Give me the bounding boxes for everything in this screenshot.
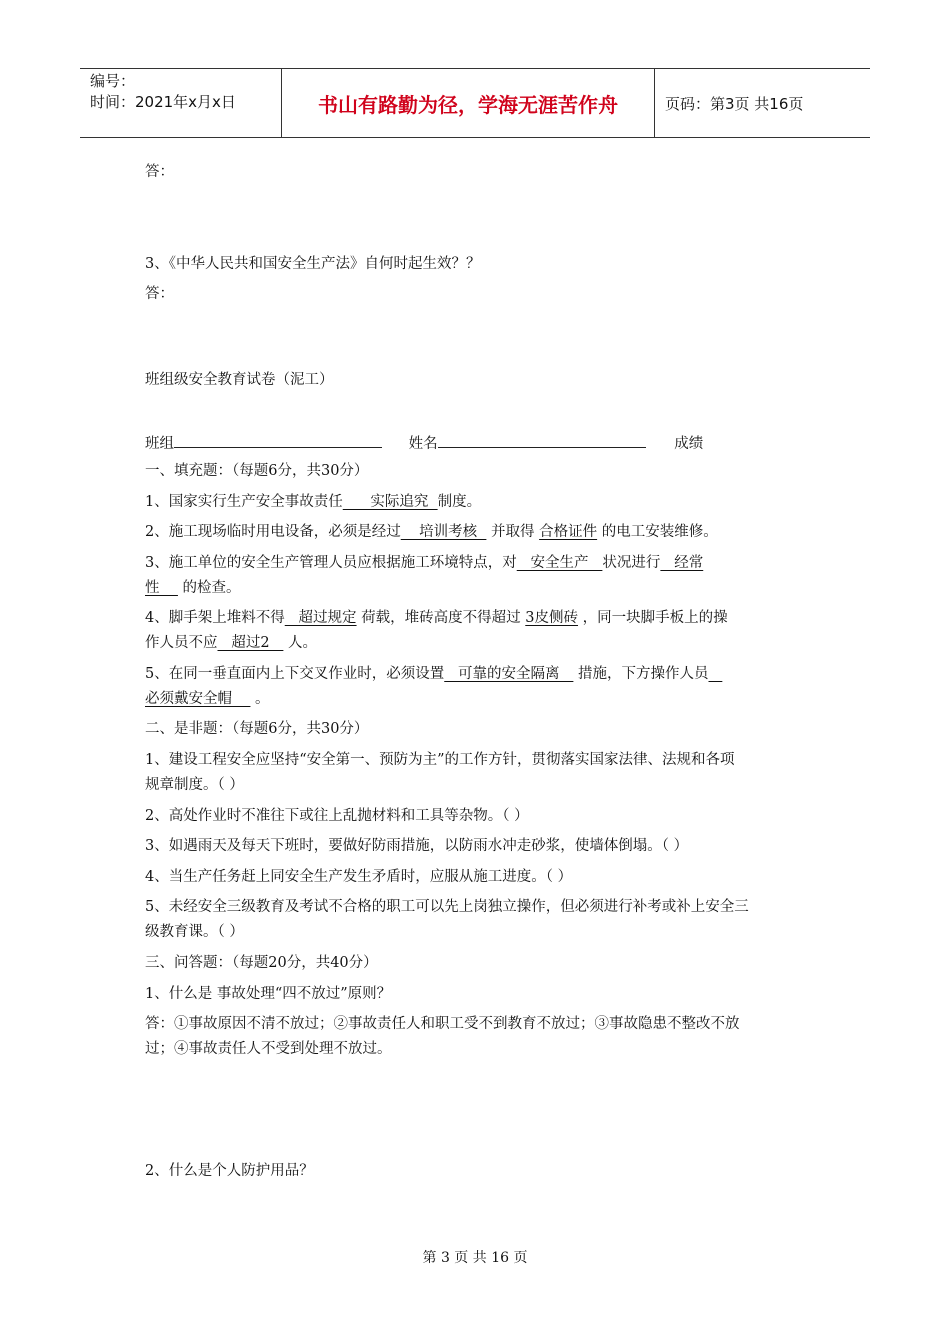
name-label: 姓名 bbox=[408, 436, 438, 452]
section-2-heading: 二、是非题：（每题6分，共30分） bbox=[145, 721, 369, 737]
fill-question-4-cont: 作人员不应 超过2 人。 bbox=[145, 635, 317, 651]
essay-question-1: 1、什么是 事故处理“四不放过”原则？ bbox=[145, 986, 392, 1002]
question-3: 3、《中华人民共和国安全生产法》自何时起生效？？ bbox=[145, 256, 481, 272]
judge-question-2: 2、高处作业时不准往下或往上乱抛材料和工具等杂物。（ ） bbox=[145, 808, 529, 824]
header-meta bbox=[80, 69, 282, 137]
score-label: 成绩 bbox=[674, 436, 704, 452]
exam-title: 班组级安全教育试卷（泥工） bbox=[145, 372, 334, 388]
page-footer: 第 3 页 共 16 页 bbox=[422, 1250, 528, 1266]
fill-question-3: 3、施工单位的安全生产管理人员应根据施工环境特点，对 安全生产 状况进行 经常 bbox=[145, 555, 704, 571]
essay-answer-1: 答：①事故原因不清不放过；②事故责任人和职工受不到教育不放过；③事故隐患不整改不放 bbox=[145, 1016, 740, 1032]
fill-question-3-cont: 性 的检查。 bbox=[145, 580, 241, 596]
answer-label: 答： bbox=[145, 164, 174, 180]
page-header bbox=[80, 68, 870, 138]
judge-question-1-cont: 规章制度。（ ） bbox=[145, 777, 244, 793]
fill-question-5: 5、在同一垂直面内上下交叉作业时，必须设置 可靠的安全隔离 措施，下方操作人员 bbox=[145, 666, 709, 682]
judge-question-3: 3、如遇雨天及每天下班时，要做好防雨措施，以防雨水冲走砂浆，使墙体倒塌。（ ） bbox=[145, 838, 689, 854]
essay-answer-1-cont: 过；④事故责任人不受到处理不放过。 bbox=[145, 1041, 392, 1057]
essay-question-2: 2、什么是个人防护用品？ bbox=[145, 1163, 314, 1179]
section-3-heading: 三、问答题：（每题20分，共40分） bbox=[145, 955, 378, 971]
fill-question-5-cont: 必须戴安全帽 。 bbox=[145, 691, 270, 707]
header-motto: 书山有路勤为径，学海无涯苦作舟 bbox=[282, 69, 655, 137]
header-page-info: 页码：第3页 共16页 bbox=[665, 94, 804, 113]
judge-question-1: 1、建设工程安全应坚持“安全第一、预防为主”的工作方针，贯彻落实国家法律、法规和各项 bbox=[145, 752, 735, 768]
code-label: 编号： bbox=[90, 72, 136, 90]
judge-question-4: 4、当生产任务赶上同安全生产发生矛盾时，应服从施工进度。（ ） bbox=[145, 869, 573, 885]
fill-question-2: 2、施工现场临时用电设备，必须是经过 培训考核 并取得 合格证件 的电工安装维修。 bbox=[145, 524, 718, 540]
fill-question-1: 1、国家实行生产安全事故责任 实际追究 制度。 bbox=[145, 494, 482, 510]
fill-question-4: 4、脚手架上堆料不得 超过规定 荷载，堆砖高度不得超过 3皮侧砖 ，同一块脚手板上的操 bbox=[145, 610, 728, 626]
name-blank bbox=[438, 431, 646, 448]
class-label: 班组 bbox=[145, 436, 174, 452]
time-label: 时间：2021年x月x日 bbox=[90, 93, 236, 111]
student-info-row bbox=[145, 431, 703, 454]
class-blank bbox=[174, 431, 382, 448]
answer-label: 答： bbox=[145, 286, 174, 302]
judge-question-5-cont: 级教育课。（ ） bbox=[145, 924, 244, 940]
section-1-heading: 一、填充题：（每题6分，共30分） bbox=[145, 463, 369, 479]
judge-question-5: 5、未经安全三级教育及考试不合格的职工可以先上岗独立操作，但必须进行补考或补上安全三 bbox=[145, 899, 749, 915]
